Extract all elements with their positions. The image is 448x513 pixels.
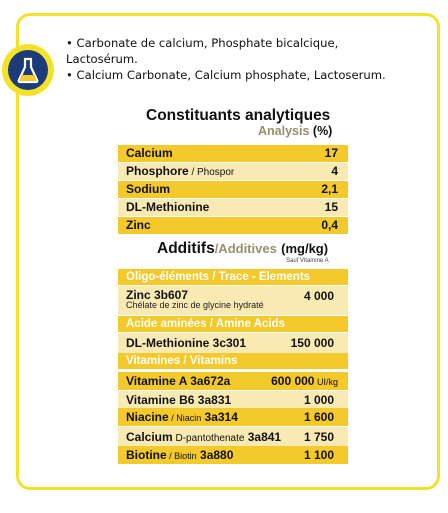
vitamin-value: 1 000 [303,393,334,407]
analytical-row-label: DL-Methionine [126,200,210,214]
composition-fr-line2: Lactosérum. [66,52,138,66]
section-vitamins: Vitamines / Vitamins [118,353,348,369]
composition-fr-line1: • Carbonate de calcium, Phosphate bicalcique, [66,36,339,50]
analytical-row-value: 0,4 [321,218,338,232]
section-trace-elements: Oligo-éléments / Trace - Elements [118,269,348,285]
analytical-row-value: 15 [324,200,338,214]
vitamin-row [118,408,348,426]
analytical-subtitle-unit: (%) [312,124,333,138]
additive-row-methionine [118,333,348,353]
vitamin-row [118,391,348,408]
analytical-row-label: Calcium [126,146,173,160]
analytical-row-label: Sodium [126,182,170,196]
analytical-subtitle [258,124,332,138]
vitamin-label: Vitamine B6 3a831 [126,393,232,407]
analytical-row-value: 2,1 [321,182,338,196]
analytical-row [118,181,348,198]
vitamin-row [118,446,348,464]
analytical-row-label: Zinc [126,218,151,232]
analytical-row-value: 4 [331,164,338,178]
vitamin-row [118,427,348,446]
additives-note: Sauf Vitamine A [286,258,329,264]
analytical-row [118,163,348,180]
composition-text [66,35,416,83]
analytical-row [118,217,348,234]
composition-en: • Calcium Carbonate, Calcium phosphate, Lactoserum. [66,68,386,82]
vitamin-label: Biotine / Biotin 3a880 [126,448,234,462]
analytical-row [118,199,348,216]
analytical-subtitle-en: Analysis [258,124,310,138]
additive-label: DL-Methionine 3c301 [126,336,247,350]
vitamin-value: 1 750 [303,430,334,444]
analytical-title: Constituants analytiques [146,107,331,124]
additive-label: Zinc 3b607 [126,288,189,302]
vitamin-label: Calcium D-pantothenate 3a841 [126,430,282,444]
additives-title: Additifs/Additives (mg/kg) [157,240,329,257]
additive-sublabel: Chélate de zinc de glycine hydraté [126,300,264,310]
vitamin-value: 1 100 [303,448,334,462]
vitamin-label: Niacine / Niacin 3a314 [126,410,238,424]
vitamin-value: 1 600 [303,410,334,424]
analytical-row-value: 17 [324,146,338,160]
additive-value: 150 000 [290,336,334,350]
vitamin-label: Vitamine A 3a672a [126,374,231,388]
vitamin-row [118,372,348,390]
section-amino-acids: Acide aminées / Amine Acids [118,316,348,332]
analytical-row-label: Phosphore / Phospor [126,164,235,178]
analytical-row [118,145,348,162]
additive-row-zinc [118,286,348,315]
flask-icon [2,44,54,96]
additive-value: 4 000 [303,289,334,303]
vitamin-value: 600 000 UI/kg [271,374,338,388]
